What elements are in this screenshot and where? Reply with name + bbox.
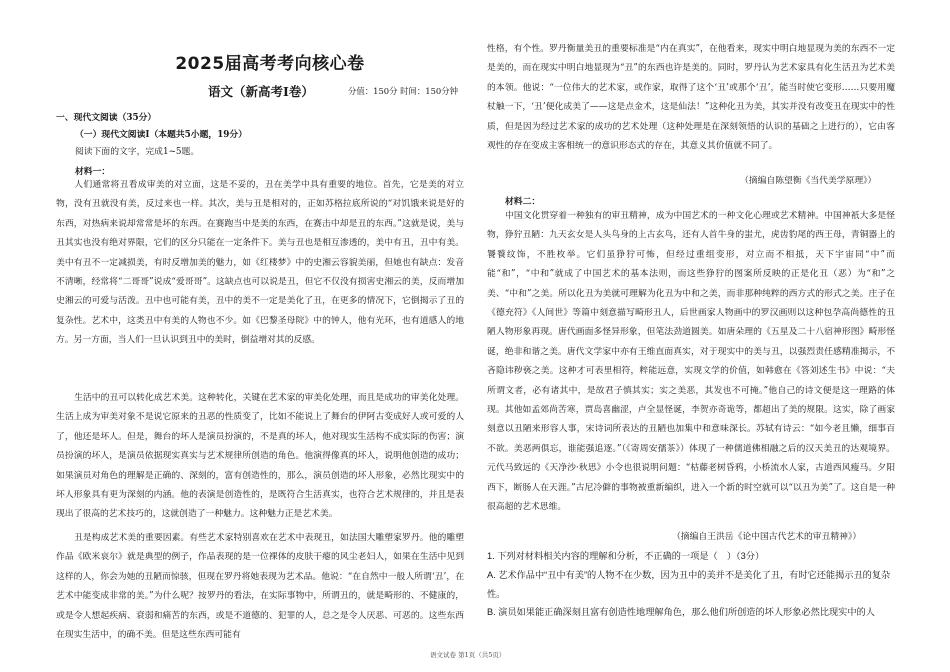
material2-paragraph-1: 中国文化贯穿着一种独有的审丑精神，成为中国艺术的一种文化心理或艺术精神。中国神祇大多是怪物，狰狞丑陋：九天玄女是人头鸟身的上古玄鸟，还有人首牛身的蚩尤，虎齿豹尾的西王母，青铜器上的饕餮纹饰，不胜枚举。它们虽狰狞可怖，但经过重组变形，对立而不相抵，天下宇宙同“中”而能“和”，“中和”就成了中国艺术的基本法则，而这些狰狞的图案所反映的正是化丑（恶）为“和”之美、“中和”之美。所以化丑为美就可理解为化丑为中和之美，而非那种纯粹的西方式的形式之美。庄子在《德充符》《人间世》等篇中刻意描写畸形丑人，后世画家人物画中的罗汉画则以这种包孕高尚德性的丑陋人物形象再现。唐代画面多怪异形象，但笔法劲道圆美。如唐朵理的《五星及二十八宿神形图》畸形怪诞，绝非和谐之美。唐代文学家中亦有王维直面真实，对于现实中的美与丑，以强烈责任感精准揭示，不吝隐讳秽亵之美。这种才可表里相符，粹能远意，实现文学的价值，如韩愈在《答刘述生书》中说：“夫所谓文者，必有诸其中，是故君子慎其实；实之美恶，其发也不可掩。”他自己的诗文便是这一理路的体现。其他如孟郊尚苦寒，贾岛喜幽涩，卢全显怪诞，李贺亦奇诡等，都超出了美的规限。这实，除了画家刻意以丑陋来形容人事，宋诗词所表达的丑陋也加集中和意味深长。苏轼有诗云：“如今老且懒，细事百不欲。美恶两俱忘，谁能强追逐。”（《寄周安孺茶》）体现了一种儒道佛相融之后的汉天美丑的达观境界。元代马致远的《天净沙·秋思》小令也很说明问题：“枯藤老树昏鸦，小桥流水人家，古道西风瘦马。夕阳西下，断肠人在天涯。”古尼冷僻的事物被重新编织，进入一个新的时空就可以“以丑为美”了。这自是一种很高超的艺术思维。: [487, 211, 895, 513]
subsection-heading: （一）现代文阅读Ⅰ（本题共5小题，19分）: [75, 130, 248, 140]
question-1-option-b[interactable]: B. 演员如果能正确深刻且富有创造性地理解角色，那么他们所创造的坏人形象必然比现实中的人: [487, 607, 875, 617]
exam-subtitle: 语文（新高考Ⅰ卷）: [208, 84, 314, 99]
material1-paragraph-2: 生活中的丑可以转化成艺术美。这种转化，关键在艺术家的审美化处理，而且是成功的审美化处理。生活上成为审美对象不是说它原来的丑恶的性质变了，比如不能说上了舞台的伊阿古变成好人或可爱的人了，他还是坏人。但是，舞台的坏人是演员扮演的，不是真的坏人，他对现实生活构不成实际的伤害；演员扮演的坏人，是演员依据现实真实与艺术规律所创造的角色。他演得像真的坏人，说明他创造的成功；如果演员对角色的理解是正确的、深刻的，富有创造性的，那么，演员创造的坏人形象，必然比现实中的坏人形象具有更为深刻的内涵。他的表演是创造性的，是既符合生活真实，也符合艺术规律的，并且是表现出了很高的艺术技巧的，这就创造了一种魅力。这种魅力正是艺术美。: [56, 393, 464, 520]
reading-instruction: 阅读下面的文字，完成1~5题。: [75, 147, 200, 157]
section-heading: 一、现代文阅读（35分）: [56, 113, 157, 123]
question-1-option-a[interactable]: A. 艺术作品中“丑中有美”的人物不在少数，因为丑中的美并不是美化了丑，有时它还能揭示丑的复杂性。: [487, 570, 891, 600]
material2-label: 材料二：: [505, 197, 541, 207]
material1-source: （摘编自陈望衡《当代美学原理》）: [740, 176, 877, 186]
exam-meta: 分值：150分 时间：150分钟: [348, 86, 459, 96]
question-1-stem: 1. 下列对材料相关内容的理解和分析，不正确的一项是（ ）（3分）: [487, 551, 765, 561]
material2-source: （摘编自王洪岳《论中国古代艺术的审丑精神》）: [672, 532, 862, 542]
material1-label: 材料一：: [75, 167, 111, 177]
material1-continued: 性格，有个性。罗丹衡量美丑的重要标准是“内在真实”，在他看来，现实中明白地显现为美的东西不一定是美的，而在现实中明白地显现为“丑”的东西也许是美的。同时，罗丹认为艺术家具有化生活丑为艺术美的本领。他说：“一位伟大的艺术家，或作家，取得了这个‘丑’或那个‘丑’，能当时使它变形……只要用魔杖触一下，‘丑’便化成美了——这是点金术，这是仙法！”这种化丑为美，其实并没有改变丑在现实中的性质，但是因为经过艺术家的成功的艺术处理（这种处理是在深刻领悟的认识的基础之上进行的），它由客观性的存在变成主客相统一的意识形态式的存在，其意义其价值就不同了。: [487, 44, 895, 152]
material1-paragraph-1: 人们通常将丑看成审美的对立面，这是不妥的，丑在美学中具有重要的地位。首先，它是美的对立物，没有丑就没有美，反过来也一样。其次，美与丑是相对的，正如苏格拉底所说的“对饥饿来说是好的东西，对热病来说却常常是坏的东西。在赛跑当中是美的东西，在赛击中却是丑的东西。”这就是说，美与丑其实也没有绝对界限，它们的区分只能在一定条件下。美与丑也是相互渗透的，美中有丑，丑中有美。美中有丑不一定减损美，有时反增加美的魅力，如《红楼梦》中的史湘云容貌美丽，但她也有缺点：发音不清晰，经常将“二哥哥”说成“爱哥哥”。这缺点也可以说是丑，但它不仅没有损害史湘云的美，反而增加史湘云的可爱与活泼。丑中也可能有美，丑中的美不一定是美化了丑，在更多的情况下，它倒揭示了丑的复杂性。艺术中，这类丑中有美的人物也不少。如《巴黎圣母院》中的钟人，他有光环，也有道感人的地方。另一方面，当人们一旦认识到丑中的美时，倒益增对其的反感。: [56, 180, 464, 346]
page-footer: 语文试卷 第1页（共5页）: [430, 651, 506, 659]
exam-title: 2025届高考考向核心卷: [175, 54, 365, 74]
material1-paragraph-3: 丑是构成艺术美的重要因素。有些艺术家特别喜欢在艺术中表现丑，如法国大雕塑家罗丹。他的雕塑作品《欧米哀尔》就是典型的例子，作品表现的是一位裸体的皮肤干瘪的风尘老妇人，如果在生活中见到这样的人，你会为她的丑陋而惊骇，但现在罗丹将她表现为艺术品。他说：“在自然中一般人所谓‘丑’，在艺术中能变成非常的美。”为什么呢？按罗丹的看法，在实际事物中，所谓丑的，就是畸形的、不健康的，或是令人想起疾病、衰弱和痛苦的东西，或是不道德的、犯罪的人，总之是令人厌恶、可恶的。这些东西在现实生活中，的确不美。但是这些东西可能有: [56, 533, 464, 641]
